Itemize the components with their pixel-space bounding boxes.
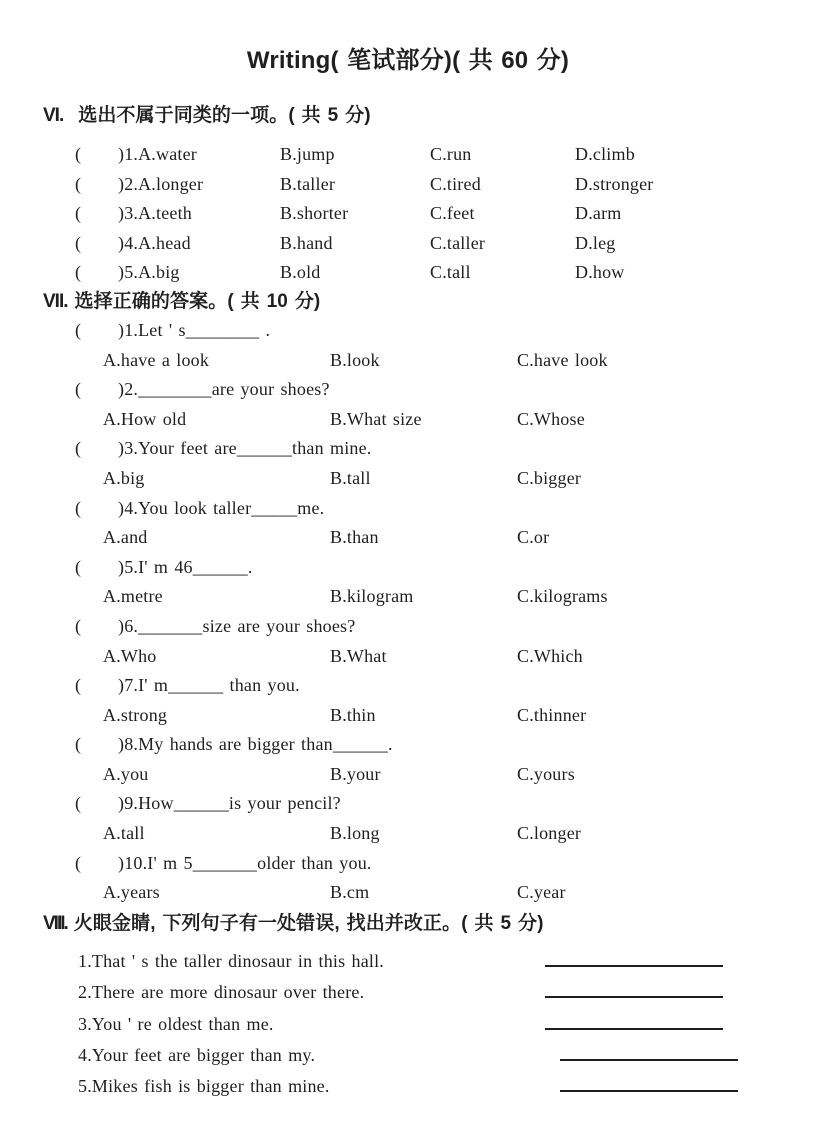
answer-paren: (	[75, 262, 82, 283]
question-options-row	[0, 464, 816, 494]
answer-paren: (	[75, 232, 82, 253]
section-viii-items	[0, 946, 816, 1103]
option-a: A.strong	[103, 704, 168, 725]
question-stem-row	[0, 612, 816, 642]
option-a: A.and	[103, 527, 148, 548]
option-c: C.Whose	[517, 408, 585, 429]
section-vi-heading-text: 选出不属于同类的一项。( 共 5 分)	[78, 105, 371, 126]
option-b: B.thin	[330, 704, 376, 725]
question-options-row	[0, 760, 816, 790]
option-a: A.Who	[103, 645, 157, 666]
option-c: C.run	[430, 144, 472, 164]
question-stem-row	[0, 494, 816, 524]
option-c: C.kilograms	[517, 586, 608, 607]
answer-paren: (	[75, 379, 82, 400]
answer-blank-line	[560, 1044, 738, 1061]
question-stem: )9.How______is your pencil?	[118, 793, 341, 814]
section-vi-heading	[0, 102, 816, 130]
option-b: B.than	[330, 527, 379, 548]
option-b: B.tall	[330, 467, 371, 488]
option-d: D.climb	[575, 144, 635, 164]
question-options-row	[0, 819, 816, 849]
question-stem: )10.I' m 5_______older than you.	[118, 852, 372, 873]
answer-paren: (	[75, 203, 82, 224]
answer-blank-line	[545, 981, 723, 998]
question-stem: )5.I' m 46______.	[118, 556, 253, 577]
answer-paren: (	[75, 497, 82, 518]
option-b: B.What	[330, 645, 387, 666]
section-vi-numeral: VI.	[43, 105, 64, 126]
question-stem-row	[0, 730, 816, 760]
section-vii-numeral: VII.	[43, 290, 68, 312]
question-stem: )4.You look taller_____me.	[118, 497, 325, 518]
option-d: D.how	[575, 262, 625, 283]
correction-item	[0, 946, 816, 977]
section-viii-numeral: VIII.	[43, 912, 67, 934]
answer-paren: (	[75, 144, 82, 164]
option-a: A.years	[103, 882, 160, 903]
option-b: B.old	[280, 262, 321, 283]
option-c: C.have look	[517, 349, 608, 370]
option-b: B.look	[330, 349, 380, 370]
option-a: A.big	[103, 467, 145, 488]
option-c: C.or	[517, 527, 550, 548]
question-options-row	[0, 582, 816, 612]
question-stem-row	[0, 671, 816, 701]
question-stem: )6._______size are your shoes?	[118, 615, 356, 636]
question-stem-row	[0, 375, 816, 405]
section-vii-questions	[0, 316, 816, 908]
section-viii-heading-text: 火眼金睛, 下列句子有一处错误, 找出并改正。( 共 5 分)	[73, 912, 544, 934]
sentence-text: 2.There are more dinosaur over there.	[78, 982, 365, 1003]
question-options-row	[0, 405, 816, 435]
correction-item	[0, 1009, 816, 1040]
option-c: C.tired	[430, 173, 481, 194]
sentence-text: 1.That ' s the taller dinosaur in this hall.	[78, 950, 384, 971]
question-stem-row	[0, 316, 816, 346]
option-b: B.your	[330, 763, 381, 784]
option-b: B.kilogram	[330, 586, 414, 607]
option-a: A.metre	[103, 586, 163, 607]
question-options-row	[0, 523, 816, 553]
question-stem: )2.________are your shoes?	[118, 379, 330, 400]
page-title: Writing( 笔试部分)( 共 60 分)	[246, 47, 570, 74]
correction-item	[0, 1040, 816, 1071]
option-a: A.tall	[103, 823, 145, 844]
option-b: B.shorter	[280, 203, 349, 224]
question-options-row	[0, 346, 816, 376]
option-c: C.longer	[517, 823, 582, 844]
answer-paren: (	[75, 793, 82, 814]
choice-row	[0, 199, 816, 229]
question-options-row	[0, 642, 816, 672]
option-b: B.long	[330, 823, 380, 844]
answer-paren: (	[75, 319, 82, 340]
option-c: C.feet	[430, 203, 475, 224]
question-stem-row	[0, 553, 816, 583]
answer-paren: (	[75, 173, 82, 194]
question-stem-row	[0, 434, 816, 464]
option-b: B.jump	[280, 144, 335, 164]
option-b: B.taller	[280, 173, 336, 194]
option-c: C.year	[517, 882, 566, 903]
correction-item	[0, 977, 816, 1008]
option-a: A.How old	[103, 408, 187, 429]
option-a: )5.A.big	[118, 262, 180, 283]
option-c: C.Which	[517, 645, 583, 666]
option-a: )1.A.water	[118, 144, 197, 164]
option-b: B.hand	[280, 232, 333, 253]
sentence-text: 4.Your feet are bigger than my.	[78, 1045, 316, 1066]
question-stem: )3.Your feet are______than mine.	[118, 438, 372, 459]
question-stem: )1.Let ' s________ .	[118, 319, 271, 340]
option-a: )2.A.longer	[118, 173, 204, 194]
question-options-row	[0, 878, 816, 908]
answer-paren: (	[75, 675, 82, 696]
option-b: B.What size	[330, 408, 422, 429]
answer-blank-line	[560, 1075, 738, 1092]
section-viii-heading	[0, 910, 816, 938]
correction-item	[0, 1071, 816, 1102]
choice-row	[0, 258, 816, 288]
question-stem-row	[0, 849, 816, 879]
answer-paren: (	[75, 556, 82, 577]
section-vii-heading-text: 选择正确的答案。( 共 10 分)	[74, 290, 321, 312]
answer-blank-line	[545, 1013, 723, 1030]
option-c: C.yours	[517, 763, 575, 784]
section-vii-heading	[0, 288, 816, 316]
option-c: C.tall	[430, 262, 471, 283]
sentence-text: 3.You ' re oldest than me.	[78, 1013, 274, 1034]
section-vi-rows	[0, 140, 816, 288]
question-stem: )7.I' m______ than you.	[118, 675, 300, 696]
choice-row	[0, 229, 816, 259]
question-stem-row	[0, 789, 816, 819]
answer-paren: (	[75, 734, 82, 755]
choice-row	[0, 170, 816, 200]
answer-paren: (	[75, 438, 82, 459]
question-stem: )8.My hands are bigger than______.	[118, 734, 393, 755]
answer-blank-line	[545, 950, 723, 967]
question-options-row	[0, 701, 816, 731]
option-d: D.stronger	[575, 173, 654, 194]
sentence-text: 5.Mikes fish is bigger than mine.	[78, 1076, 330, 1097]
answer-paren: (	[75, 615, 82, 636]
option-d: D.arm	[575, 203, 622, 224]
answer-paren: (	[75, 852, 82, 873]
option-c: C.thinner	[517, 704, 587, 725]
option-a: A.have a look	[103, 349, 210, 370]
option-a: A.you	[103, 763, 149, 784]
choice-row	[0, 140, 816, 170]
option-d: D.leg	[575, 232, 616, 253]
option-c: C.taller	[430, 232, 486, 253]
option-b: B.cm	[330, 882, 370, 903]
option-c: C.bigger	[517, 467, 582, 488]
option-a: )3.A.teeth	[118, 203, 192, 224]
option-a: )4.A.head	[118, 232, 191, 253]
